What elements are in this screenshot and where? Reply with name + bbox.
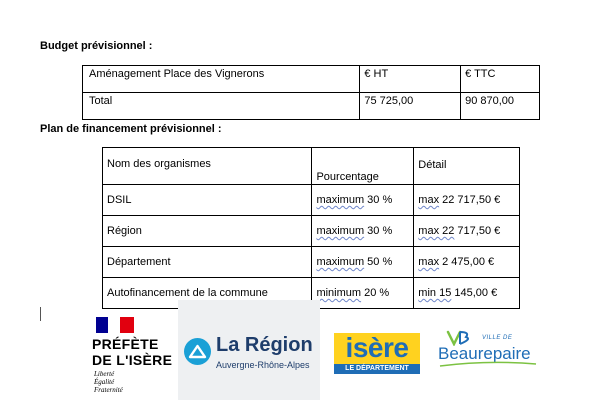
table-row (103, 247, 520, 278)
table-cell: Région (103, 216, 312, 247)
swoosh-icon (438, 360, 538, 368)
table-cell (312, 278, 414, 309)
pct-value: 50 % (364, 256, 393, 268)
table-cell: Autofinancement de la commune (103, 278, 312, 309)
pct-value: 30 % (364, 194, 393, 206)
french-flag-icon (96, 317, 134, 333)
prefete-line2: DE L'ISÈRE (92, 352, 173, 368)
detail-value: 145,00 € (451, 287, 498, 299)
detail-value: 717,50 € (454, 225, 501, 237)
table-cell: Aménagement Place des Vignerons (83, 66, 360, 93)
table-cell: € HT (360, 66, 461, 93)
table-cell (414, 216, 520, 247)
pct-word: maximum (316, 256, 365, 268)
table-cell (414, 247, 520, 278)
table-header-cell: Nom des organismes (103, 148, 312, 185)
pct-word: minimum (316, 287, 362, 299)
table-cell (414, 278, 520, 309)
motto-liberte: Liberté (94, 370, 115, 378)
isere-subtitle: LE DÉPARTEMENT (334, 364, 420, 374)
table-header-cell: Pourcentage (312, 148, 414, 185)
financing-heading: Plan de financement prévisionnel : (40, 123, 222, 135)
table-cell (312, 247, 414, 278)
detail-word: min 15 (418, 287, 452, 299)
table-row (83, 66, 540, 93)
table-cell: 90 870,00 (461, 93, 540, 120)
region-mountain-icon (184, 338, 211, 365)
budget-heading: Budget prévisionnel : (40, 40, 153, 52)
budget-table (82, 65, 540, 120)
pct-word: maximum (316, 194, 365, 206)
table-row (103, 216, 520, 247)
table-header-row (103, 148, 520, 185)
detail-word: max (418, 194, 440, 206)
text-cursor (40, 307, 41, 321)
table-cell (312, 216, 414, 247)
region-title: La Région (216, 334, 313, 356)
table-cell (312, 185, 414, 216)
table-cell: DSIL (103, 185, 312, 216)
detail-word: max 22 (418, 225, 455, 237)
detail-value: 2 475,00 € (439, 256, 495, 268)
prefete-line1: PRÉFÈTE (92, 336, 159, 352)
table-cell: € TTC (461, 66, 540, 93)
isere-title: isère (334, 333, 420, 364)
prefete-isere-logo (88, 317, 184, 400)
motto-egalite: Égalité (94, 378, 115, 386)
motto-fraternite: Fraternité (94, 386, 123, 394)
table-header-cell: Détail (414, 148, 520, 185)
financing-table (102, 147, 520, 309)
table-row (103, 185, 520, 216)
beaurepaire-name: Beaurepaire (438, 344, 531, 363)
pct-value: 30 % (364, 225, 393, 237)
beaurepaire-ville: VILLE DE (482, 335, 513, 341)
region-subtitle: Auvergne-Rhône-Alpes (216, 360, 310, 370)
detail-word: max (418, 256, 440, 268)
table-cell: Total (83, 93, 360, 120)
pct-word: maximum (316, 225, 365, 237)
table-cell: Département (103, 247, 312, 278)
isere-logo (334, 333, 420, 375)
region-logo (178, 300, 320, 400)
pct-value: 20 % (361, 287, 390, 299)
table-row (83, 93, 540, 120)
table-cell (414, 185, 520, 216)
beaurepaire-logo (436, 330, 546, 372)
table-cell: 75 725,00 (360, 93, 461, 120)
detail-value: 22 717,50 € (439, 194, 501, 206)
